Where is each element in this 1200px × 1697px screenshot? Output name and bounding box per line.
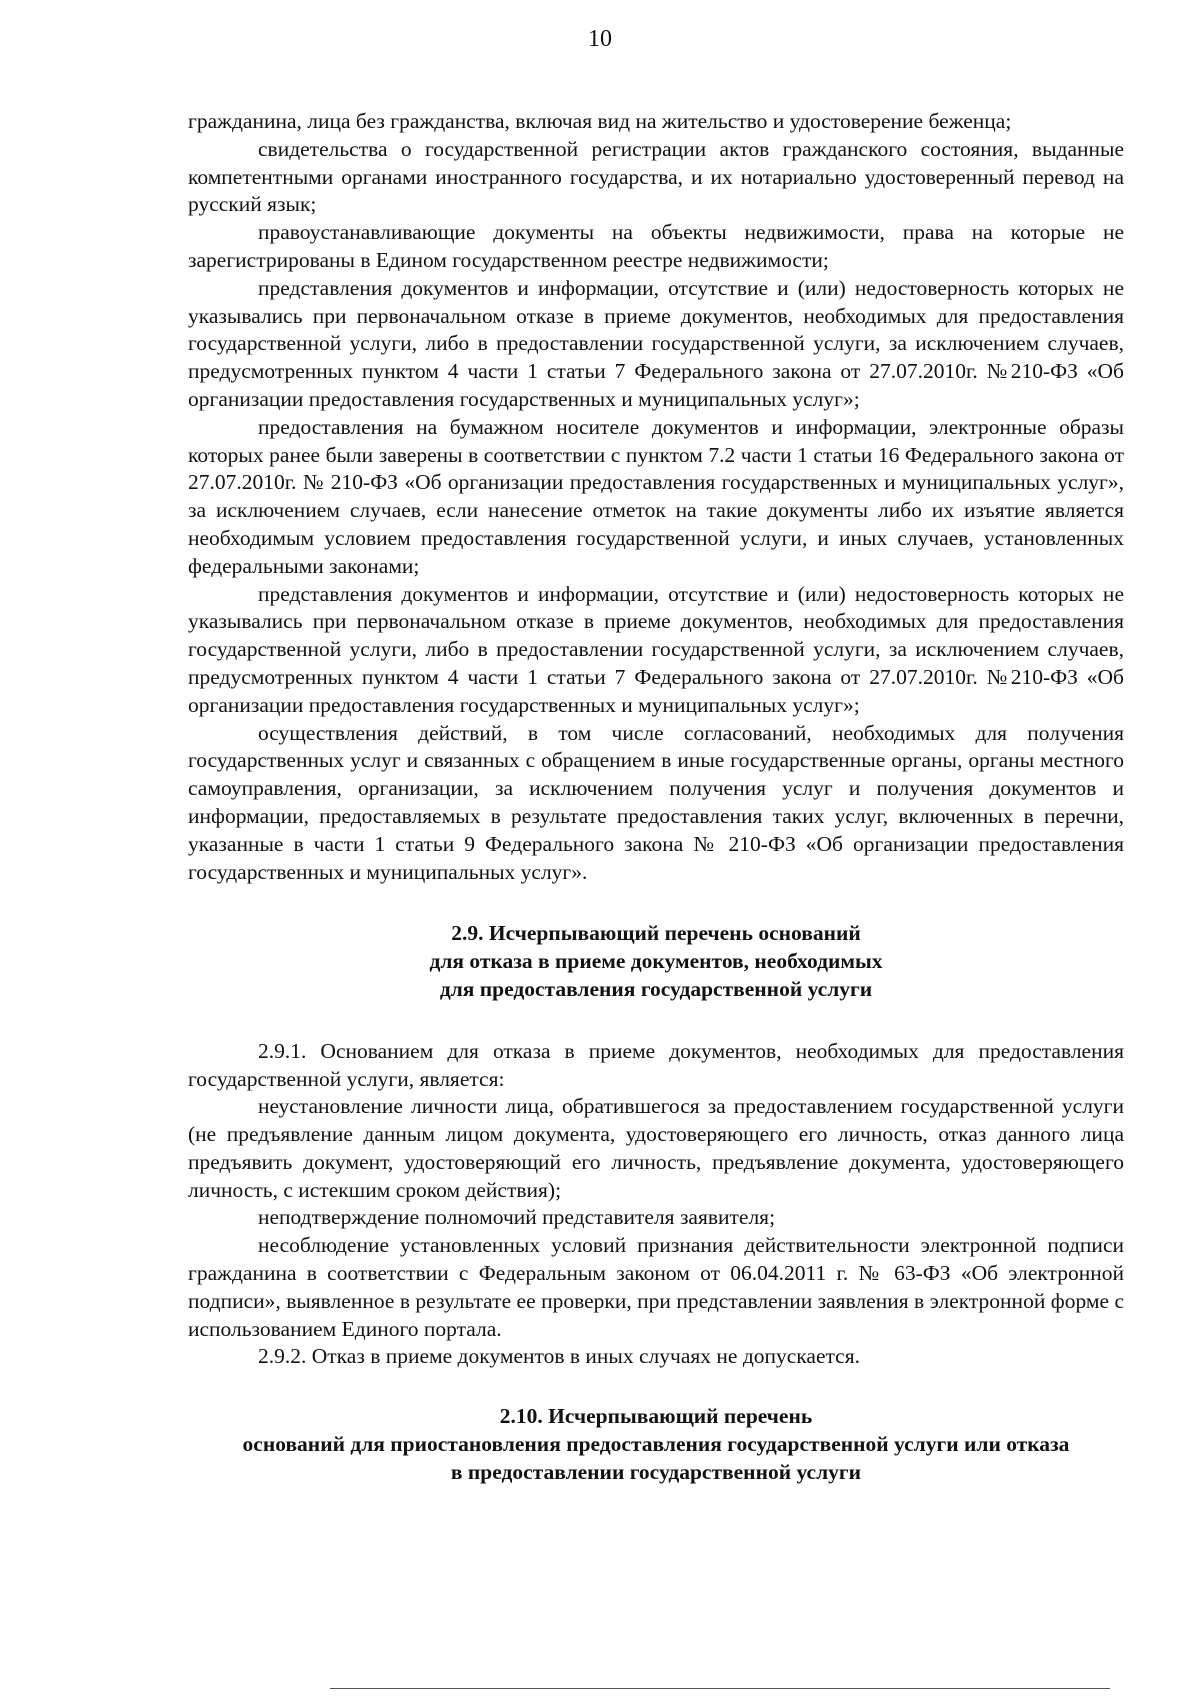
paragraph: 2.9.2. Отказ в приеме документов в иных случаях не допускается. bbox=[258, 1344, 860, 1369]
heading-line: оснований для приостановления предоставления государственной услуги или отказа bbox=[242, 1432, 1070, 1457]
section-heading-2-9 bbox=[188, 920, 1124, 1003]
paragraph: правоустанавливающие документы на объекты недвижимости, права на которые не зарегистрированы в Едином государственном реестре недвижимости; bbox=[188, 220, 1124, 272]
paragraph: несоблюдение установленных условий признания действительности электронной подписи гражданина в соответствии с Федеральным законом от 06.04.2011 г. № 63-ФЗ «Об электронной подписи», выявленное в результате ее проверки, при представлении заявления в электронной форме с использованием Единого портала. bbox=[188, 1233, 1124, 1341]
page-number: 10 bbox=[588, 26, 612, 52]
paragraph: неподтверждение полномочий представителя заявителя; bbox=[258, 1205, 776, 1230]
paragraph: свидетельства о государственной регистрации актов гражданского состояния, выданные компетентными органами иностранного государства, и их нотариально удостоверенный перевод на русский язык; bbox=[188, 136, 1124, 217]
heading-line: для предоставления государственной услуги bbox=[439, 976, 873, 1001]
document-body bbox=[188, 108, 1124, 1487]
heading-line: в предоставлении государственной услуги bbox=[450, 1459, 862, 1484]
heading-line: 2.9. Исчерпывающий перечень оснований bbox=[451, 921, 861, 946]
paragraph: представления документов и информации, отсутствие и (или) недостоверность которых не указывались при первоначальном отказе в приеме документов, необходимых для предоставления государственной услуги, либо в предоставлении государственной услуги, за исключением случаев, предусмотренных пунктом 4 части 1 статьи 7 Федерального закона от 27.07.2010г. №210-ФЗ «Об организации предоставления государственных и муниципальных услуг»; bbox=[188, 581, 1124, 717]
paragraph-group-a bbox=[188, 108, 1124, 886]
paragraph: неустановление личности лица, обратившегося за предоставлением государственной услуги (не предъявление данным лицом документа, удостоверяющего его личность, отказ данного лица предъявить документ, удостоверяющий его личность, предъявление документа, удостоверяющего личность, с истекшим сроком действия); bbox=[188, 1094, 1124, 1202]
paragraph: представления документов и информации, отсутствие и (или) недостоверность которых не указывались при первоначальном отказе в приеме документов, необходимых для предоставления государственной услуги, либо в предоставлении государственной услуги, за исключением случаев, предусмотренных пунктом 4 части 1 статьи 7 Федерального закона от 27.07.2010г. №210-ФЗ «Об организации предоставления государственных и муниципальных услуг»; bbox=[188, 275, 1124, 411]
paragraph-group-b bbox=[188, 1038, 1124, 1372]
section-heading-2-10 bbox=[188, 1403, 1124, 1486]
paragraph: предоставления на бумажном носителе документов и информации, электронные образы которых ранее были заверены в соответствии с пунктом 7.2 части 1 статьи 16 Федерального закона от 27.07.2010г. № 210-ФЗ «Об организации предоставления государственных и муниципальных услуг», за исключением случаев, если нанесение отметок на такие документы либо их изъятие является необходимым условием предоставления государственной услуги, и иных случаев, установленных федеральными законами; bbox=[188, 414, 1124, 578]
heading-line: для отказа в приеме документов, необходимых bbox=[429, 949, 883, 974]
paragraph: осуществления действий, в том числе согласований, необходимых для получения государственных услуг и связанных с обращением в иные государственные органы, органы местного самоуправления, организации, за исключением получения услуг и получения документов и информации, предоставляемых в результате предоставления таких услуг, включенных в перечни, указанные в части 1 статьи 9 Федерального закона № 210-ФЗ «Об организации предоставления государственных и муниципальных услуг». bbox=[188, 720, 1124, 884]
heading-line: 2.10. Исчерпывающий перечень bbox=[499, 1404, 813, 1429]
page-bottom-rule bbox=[330, 1688, 1110, 1689]
paragraph: 2.9.1. Основанием для отказа в приеме документов, необходимых для предоставления государственной услуги, является: bbox=[188, 1038, 1124, 1091]
paragraph: гражданина, лица без гражданства, включая вид на жительство и удостоверение беженца; bbox=[188, 109, 1012, 133]
